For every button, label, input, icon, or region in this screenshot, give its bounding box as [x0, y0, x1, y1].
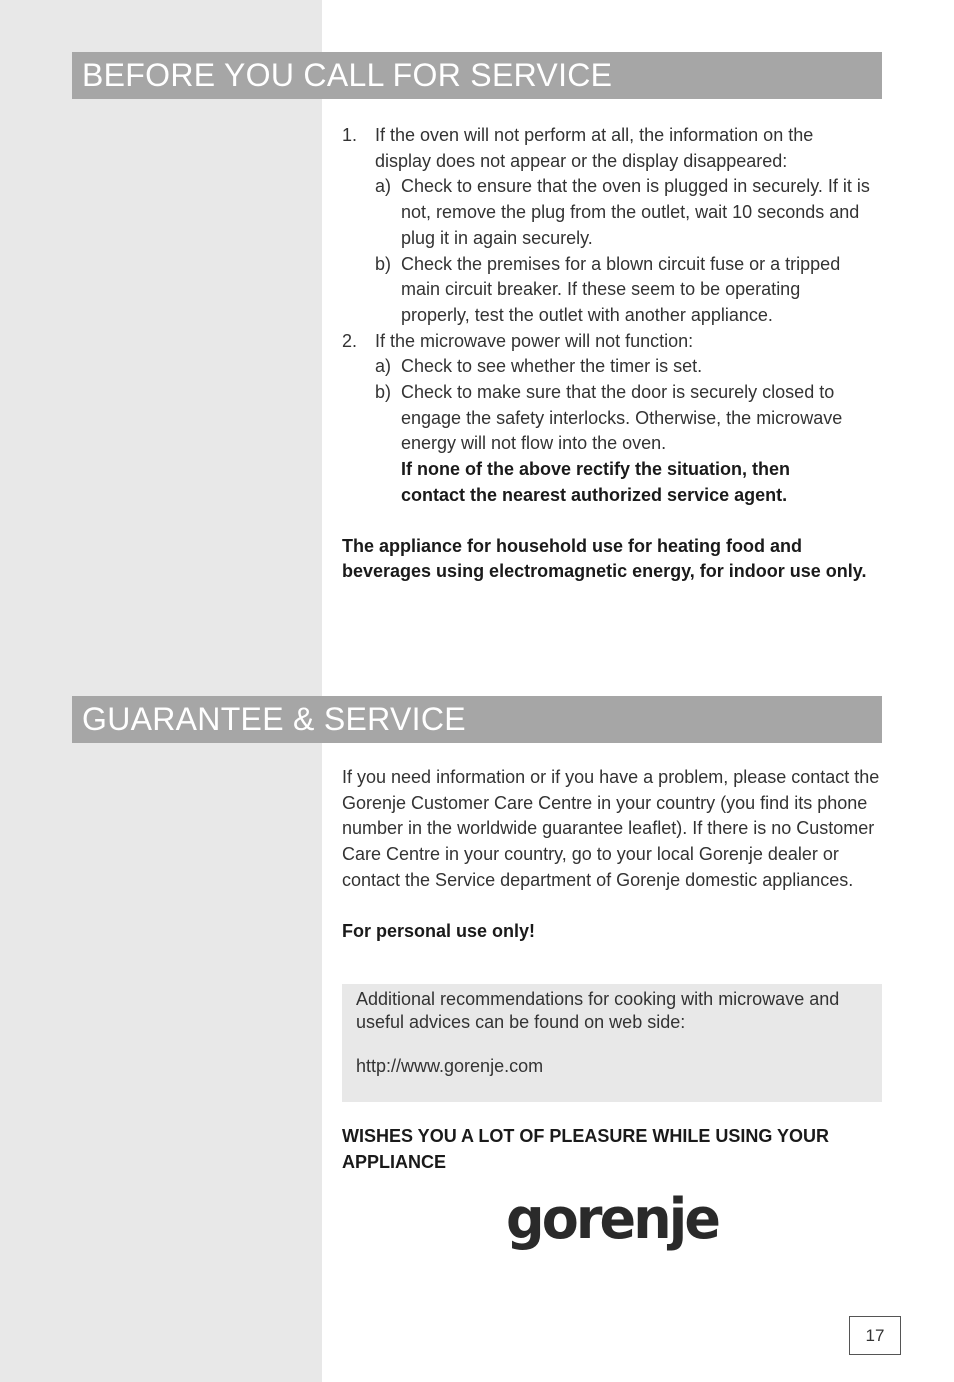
- sub-list-item: [375, 174, 887, 251]
- sub-item-text: Check to make sure that the door is securely closed to engage the safety interlocks. Otherwise, the microwave energy will not flow into the oven.: [401, 382, 843, 454]
- contact-agent-note: If none of the above rectify the situation, then contact the nearest authorized service agent.: [401, 459, 791, 505]
- logo-wordmark: gorenje: [506, 1187, 719, 1252]
- page-number: 17: [849, 1316, 901, 1355]
- sub-item-letter: a): [375, 356, 392, 377]
- list-item: [342, 123, 887, 329]
- guarantee-content: [342, 765, 887, 944]
- gorenje-logo: [506, 1180, 746, 1260]
- sub-item-text: Check the premises for a blown circuit fuse or a tripped main circuit breaker. If these seem to be operating properly, test the outlet with another appliance.: [401, 253, 841, 325]
- appliance-use-note: The appliance for household use for heating food and beverages using electromagnetic energy, for indoor use only.: [342, 535, 867, 582]
- item-text: If the oven will not perform at all, the information on the display does not appear or the display disappeared:: [375, 125, 814, 171]
- gorenje-website-link[interactable]: http://www.gorenje.com: [356, 1056, 544, 1076]
- left-margin-strip: [0, 0, 322, 1382]
- item-text: If the microwave power will not function:: [375, 330, 694, 351]
- sub-item-text: Check to see whether the timer is set.: [401, 356, 703, 377]
- item-number: 1.: [342, 125, 358, 145]
- sub-item-letter: b): [375, 382, 392, 403]
- guarantee-paragraph: If you need information or if you have a problem, please contact the Gorenje Customer Care Centre in your country (you find its phone number in the worldwide guarantee leaflet). If there is no Customer Care Centre in your country, go to your local Gorenje dealer or contact the Service department of Gorenje domestic appliances.: [342, 767, 880, 890]
- section-title-before-service: BEFORE YOU CALL FOR SERVICE: [72, 52, 882, 99]
- sub-item-letter: b): [375, 253, 392, 274]
- sub-list-item: [375, 252, 887, 329]
- sub-item-text: Check to ensure that the oven is plugged in securely. If it is not, remove the plug from the outlet, wait 10 seconds and plug it in again securely.: [401, 176, 870, 248]
- sub-list-item: [375, 380, 887, 509]
- list-item: [342, 329, 887, 509]
- section-title-guarantee-service: GUARANTEE & SERVICE: [72, 696, 882, 743]
- wishes-text: WISHES YOU A LOT OF PLEASURE WHILE USING YOUR APPLIANCE: [342, 1126, 830, 1172]
- sub-list-item: [375, 354, 887, 380]
- before-service-content: [342, 123, 887, 585]
- web-recommendation-box: [342, 984, 882, 1102]
- personal-use-note: For personal use only!: [342, 920, 536, 941]
- sub-item-letter: a): [375, 176, 392, 197]
- web-recommendation-text: Additional recommendations for cooking with microwave and useful advices can be found on web side:: [356, 989, 840, 1032]
- item-number: 2.: [342, 330, 358, 351]
